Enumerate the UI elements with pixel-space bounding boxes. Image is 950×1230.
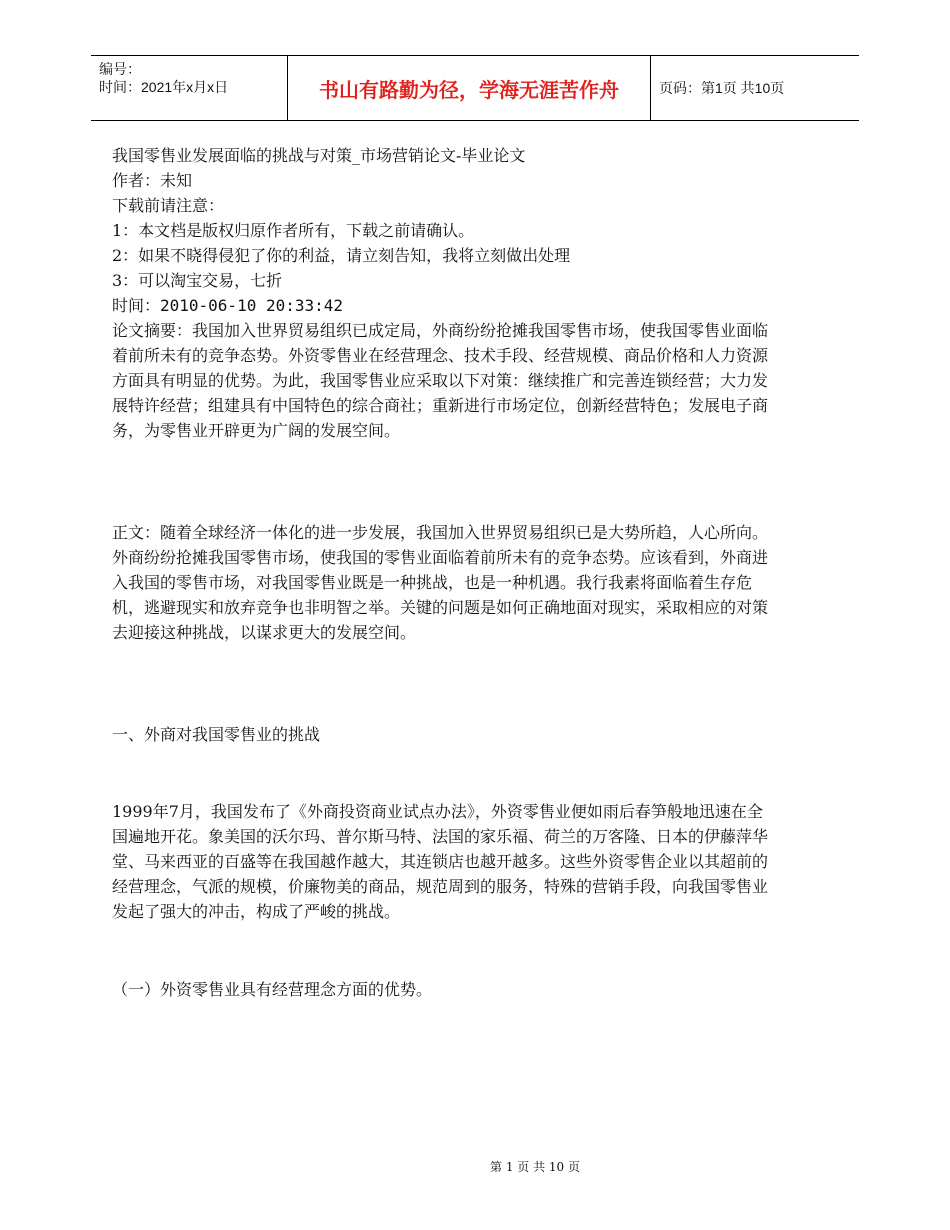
header-left-cell (91, 56, 287, 120)
spacer (112, 645, 772, 722)
body-intro-paragraph: 正文：随着全球经济一体化的进一步发展，我国加入世界贸易组织已是大势所趋，人心所向。外商纷纷抢摊我国零售市场，使我国的零售业面临着前所未有的竞争态势。应该看到，外商进入我国的零售市场，对我国零售业既是一种挑战，也是一种机遇。我行我素将面临着生存危机，逃避现实和放弃竞争也非明智之举。关键的问题是如何正确地面对现实，采取相应的对策去迎接这种挑战，以谋求更大的发展空间。 (112, 523, 769, 642)
subsection-heading: （一）外资零售业具有经营理念方面的优势。 (112, 980, 433, 999)
article-title: 我国零售业发展面临的挑战与对策_市场营销论文-毕业论文 (112, 146, 526, 165)
page-info: 页码：第1页 共10页 (659, 80, 785, 96)
header-table (91, 55, 859, 121)
notice-item-3: 3：可以淘宝交易，七折 (112, 271, 283, 290)
section-heading: 一、外商对我国零售业的挑战 (112, 725, 321, 744)
notice-item-2: 2：如果不晓得侵犯了你的利益，请立刻告知，我将立刻做出处理 (112, 246, 571, 265)
body-paragraph: 1999年7月，我国发布了《外商投资商业试点办法》，外资零售业便如雨后春笋般地迅速在全国遍地开花。象美国的沃尔玛、普尔斯马特、法国的家乐福、荷兰的万客隆、日本的伊藤萍华堂、马来西亚的百盛等在我国越作越大，其连锁店也越开越多。这些外资零售企业以其超前的经营理念，气派的规模，价廉物美的商品，规范周到的服务，特殊的营销手段，向我国零售业发起了强大的冲击，构成了严峻的挑战。 (112, 802, 769, 921)
document-body (112, 143, 772, 1002)
spacer (112, 747, 772, 799)
abstract-paragraph: 论文摘要：我国加入世界贸易组织已成定局，外商纷纷抢摊我国零售市场，使我国零售业面临着前所未有的竞争态势。外资零售业在经营理念、技术手段、经营规模、商品价格和人力资源方面具有明显的优势。为此，我国零售业应采取以下对策：继续推广和完善连锁经营；大力发展特许经营；组建具有中国特色的综合商社；重新进行市场定位，创新经营特色；发展电子商务，为零售业开辟更为广阔的发展空间。 (112, 321, 769, 440)
page-info-cell (651, 56, 859, 120)
timestamp: 时间：2010-06-10 20:33:42 (112, 296, 344, 315)
footer-page-number: 第 1 页 共 10 页 (490, 1160, 580, 1174)
notice-title: 下载前请注意： (112, 196, 225, 215)
spacer (112, 924, 772, 977)
motto: 书山有路勤为径，学海无涯苦作舟 (319, 77, 619, 102)
notice-item-1: 1：本文档是版权归原作者所有，下载之前请确认。 (112, 221, 475, 240)
page-footer (0, 1158, 950, 1175)
serial-label: 编号： (99, 61, 141, 77)
article-author: 作者：未知 (112, 171, 193, 190)
time-label: 时间：2021年x月x日 (99, 79, 229, 95)
spacer (112, 443, 772, 520)
motto-cell (287, 56, 651, 120)
